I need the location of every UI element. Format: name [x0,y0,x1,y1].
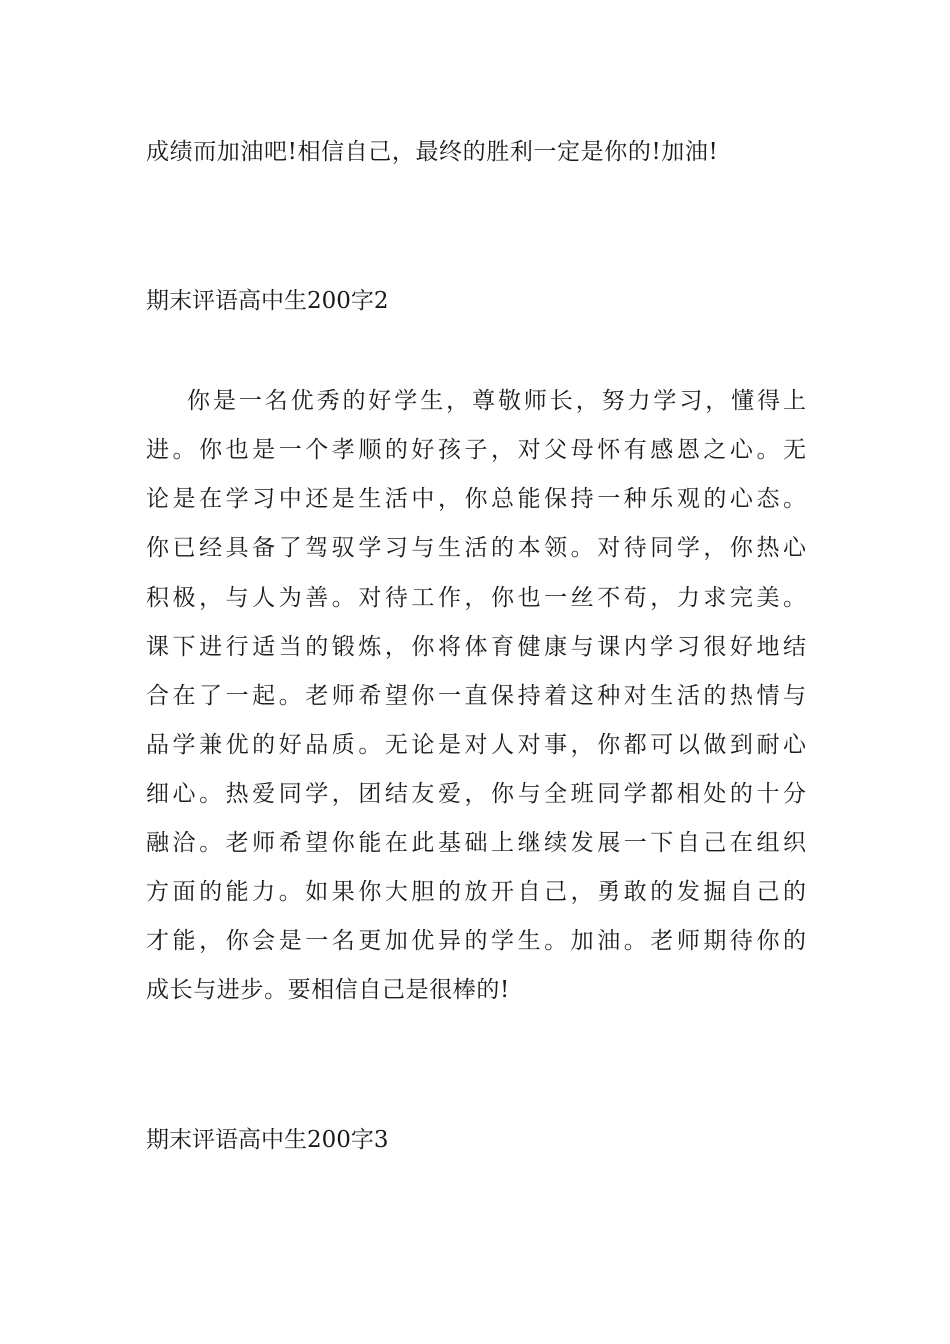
body-line: 你已经具备了驾驭学习与生活的本领。对待同学，你热心 [146,535,806,561]
body-line: 成长与进步。要相信自己是很棒的! [146,977,510,1003]
body-line: 才能，你会是一名更加优异的学生。加油。老师期待你的 [146,928,806,954]
section-heading-2: 期末评语高中生200字2 [146,288,389,314]
body-line: 合在了一起。老师希望你一直保持着这种对生活的热情与 [146,683,806,709]
section-heading-3: 期末评语高中生200字3 [146,1127,389,1153]
body-line: 融洽。老师希望你能在此基础上继续发展一下自己在组织 [146,830,806,856]
body-line: 你是一名优秀的好学生，尊敬师长，努力学习，懂得上 [187,388,806,414]
body-line: 品学兼优的好品质。无论是对人对事，你都可以做到耐心 [146,732,806,758]
body-line: 课下进行适当的锻炼，你将体育健康与课内学习很好地结 [146,634,806,660]
intro-tail-line: 成绩而加油吧!相信自己，最终的胜利一定是你的!加油! [146,139,719,165]
body-line: 方面的能力。如果你大胆的放开自己，勇敢的发掘自己的 [146,879,806,905]
body-line: 细心。热爱同学，团结友爱，你与全班同学都相处的十分 [146,781,806,807]
body-line: 进。你也是一个孝顺的好孩子，对父母怀有感恩之心。无 [146,437,806,463]
body-line: 论是在学习中还是生活中，你总能保持一种乐观的心态。 [146,486,806,512]
body-line: 积极，与人为善。对待工作，你也一丝不苟，力求完美。 [146,585,806,611]
